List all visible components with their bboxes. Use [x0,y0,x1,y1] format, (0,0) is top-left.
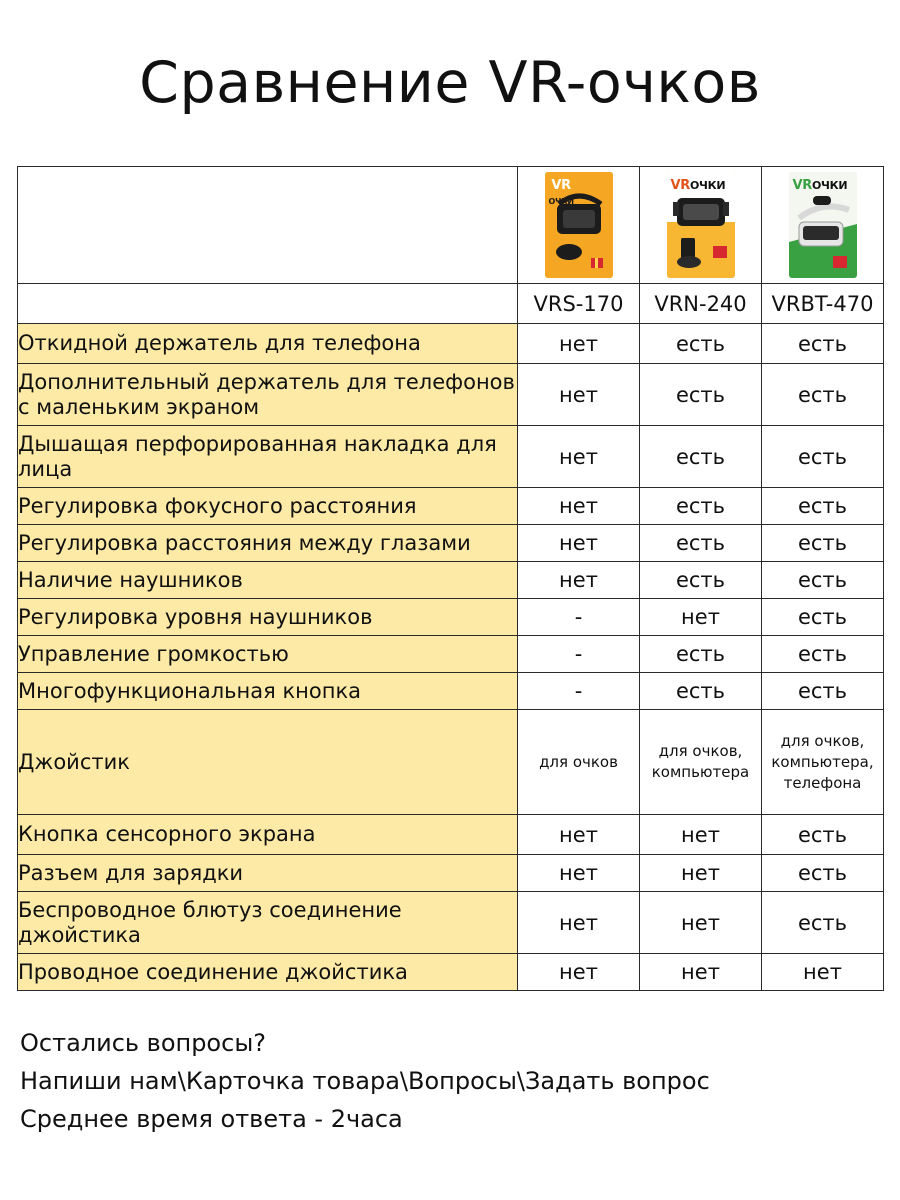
empty-header-cell [18,167,518,284]
feature-label: Разъем для зарядки [18,855,518,892]
feature-label: Управление громкостью [18,636,518,673]
feature-value: нет [518,364,640,426]
brand-word: ОЧКИ [689,179,726,192]
feature-value: есть [762,488,884,525]
feature-value: есть [640,488,762,525]
feature-value: есть [640,525,762,562]
feature-value: есть [762,892,884,954]
feature-row [18,855,884,892]
feature-value: нет [518,855,640,892]
feature-value: нет [518,954,640,991]
feature-label: Дышащая перфорированная накладка для лица [18,426,518,488]
feature-value: нет [518,426,640,488]
feature-value: - [518,673,640,710]
comparison-table [17,166,884,991]
feature-value: есть [762,673,884,710]
feature-value: нет [518,324,640,364]
feature-value: нет [640,954,762,991]
brand-word: ОЧКИ [811,179,848,192]
feature-row [18,954,884,991]
feature-label: Многофункциональная кнопка [18,673,518,710]
feature-label: Откидной держатель для телефона [18,324,518,364]
feature-value: есть [762,815,884,855]
feature-value: есть [640,324,762,364]
brand-word: ОЧКИ [548,197,574,206]
model-names-row [18,284,884,324]
feature-row [18,488,884,525]
feature-value: для очков, компьютера [640,710,762,815]
product-box-image-vrs170 [545,172,613,278]
feature-row [18,324,884,364]
product-images-row [18,167,884,284]
footer-response-time: Среднее время ответа - 2часа [20,1105,403,1133]
feature-value: есть [640,426,762,488]
model-name: VRN-240 [640,284,762,324]
feature-label: Регулировка уровня наушников [18,599,518,636]
brand-vr: VR [792,178,812,193]
feature-value: нет [640,599,762,636]
product-box-image-vrbt470 [789,172,857,278]
model-name: VRS-170 [518,284,640,324]
feature-label: Регулировка фокусного расстояния [18,488,518,525]
feature-label: Джойстик [18,710,518,815]
feature-value: есть [762,525,884,562]
feature-value: есть [640,364,762,426]
feature-value: - [518,599,640,636]
feature-value: нет [518,525,640,562]
feature-row [18,426,884,488]
feature-value: нет [640,855,762,892]
footer-note [20,1024,710,1138]
footer-contact-path: Напиши нам\Карточка товара\Вопросы\Задать вопрос [20,1067,710,1095]
feature-row [18,815,884,855]
feature-label: Кнопка сенсорного экрана [18,815,518,855]
feature-value: есть [762,364,884,426]
feature-value: есть [762,426,884,488]
feature-value: для очков, компьютера, телефона [762,710,884,815]
feature-value: есть [640,562,762,599]
feature-value: есть [640,673,762,710]
feature-value: нет [640,815,762,855]
model-name: VRBT-470 [762,284,884,324]
feature-value: нет [518,892,640,954]
feature-value: - [518,636,640,673]
product-image-cell [762,167,884,284]
product-image-cell [640,167,762,284]
empty-header-cell [18,284,518,324]
product-box-image-vrn240 [667,172,735,278]
feature-row [18,892,884,954]
feature-row [18,562,884,599]
feature-label: Регулировка расстояния между глазами [18,525,518,562]
feature-row [18,525,884,562]
brand-vr: VR [551,178,571,193]
feature-label: Дополнительный держатель для телефонов с маленьким экраном [18,364,518,426]
feature-value: нет [762,954,884,991]
feature-row [18,636,884,673]
feature-value: нет [640,892,762,954]
feature-value: есть [762,599,884,636]
feature-value: есть [762,636,884,673]
feature-value: нет [518,488,640,525]
feature-value: есть [762,562,884,599]
page-title: Сравнение VR-очков [139,50,761,116]
feature-row [18,364,884,426]
feature-value: для очков [518,710,640,815]
feature-value: есть [762,855,884,892]
feature-row [18,599,884,636]
feature-value: есть [640,636,762,673]
feature-value: нет [518,562,640,599]
product-image-cell [518,167,640,284]
feature-value: есть [762,324,884,364]
brand-vr: VR [670,178,690,193]
feature-value: нет [518,815,640,855]
feature-label: Наличие наушников [18,562,518,599]
feature-row [18,710,884,815]
feature-row [18,673,884,710]
feature-label: Проводное соединение джойстика [18,954,518,991]
feature-label: Беспроводное блютуз соединение джойстика [18,892,518,954]
footer-question: Остались вопросы? [20,1029,266,1057]
